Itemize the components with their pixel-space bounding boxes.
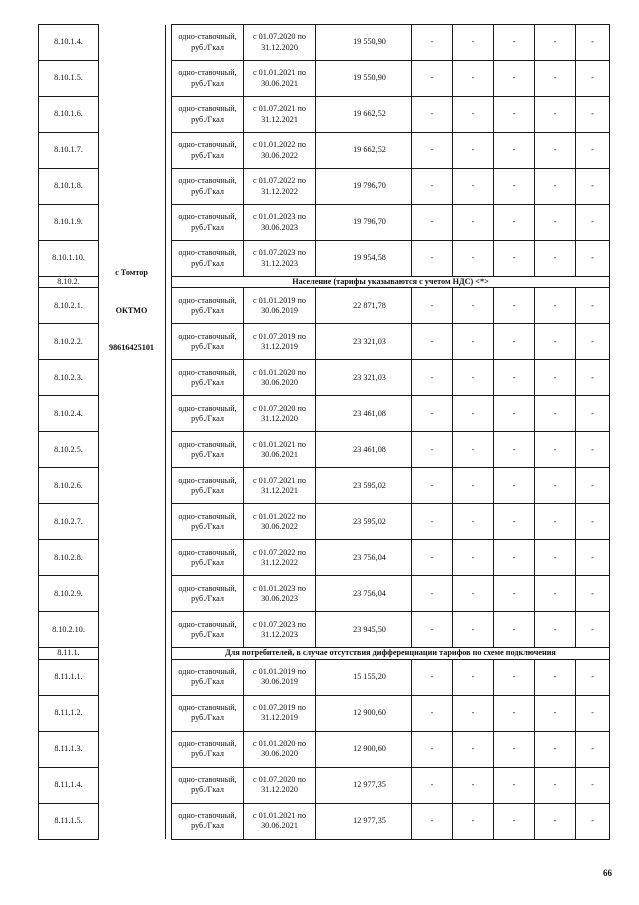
empty-cell: - xyxy=(494,504,535,540)
empty-cell: - xyxy=(412,468,453,504)
empty-cell: - xyxy=(576,25,610,61)
row-number: 8.10.2.3. xyxy=(39,360,99,396)
side-spacer xyxy=(99,432,166,468)
table-row xyxy=(39,432,610,468)
empty-cell: - xyxy=(494,540,535,576)
empty-cell: - xyxy=(494,205,535,241)
empty-cell: - xyxy=(576,803,610,839)
tariff-value: 12 977,35 xyxy=(316,767,412,803)
section-title: Для потребителей, в случае отсутствия дифференциации тарифов по схеме подключения xyxy=(172,648,610,659)
empty-cell: - xyxy=(494,169,535,205)
empty-cell: - xyxy=(576,396,610,432)
table-row xyxy=(39,576,610,612)
tariff-period: с 01.07.2020 по 31.12.2020 xyxy=(244,396,316,432)
tariff-value: 19 796,70 xyxy=(316,169,412,205)
empty-cell: - xyxy=(453,25,494,61)
empty-cell: - xyxy=(494,468,535,504)
section-number: 8.11.1. xyxy=(39,648,99,659)
tariff-type: одно-ставочный, руб./Гкал xyxy=(172,612,244,648)
table-row xyxy=(39,659,610,695)
tariff-period: с 01.07.2022 по 31.12.2022 xyxy=(244,169,316,205)
tariff-type: одно-ставочный, руб./Гкал xyxy=(172,97,244,133)
empty-cell: - xyxy=(535,731,576,767)
side-spacer xyxy=(99,277,166,288)
empty-cell: - xyxy=(535,803,576,839)
tariff-value: 19 662,52 xyxy=(316,97,412,133)
row-number: 8.11.1.1. xyxy=(39,659,99,695)
tariff-period: с 01.07.2023 по 31.12.2023 xyxy=(244,241,316,277)
tariff-value: 12 900,60 xyxy=(316,695,412,731)
side-spacer xyxy=(99,648,166,659)
tariff-value: 23 321,03 xyxy=(316,324,412,360)
empty-cell: - xyxy=(535,169,576,205)
tariff-value: 23 945,50 xyxy=(316,612,412,648)
tariff-type: одно-ставочный, руб./Гкал xyxy=(172,540,244,576)
empty-cell: - xyxy=(412,803,453,839)
side-spacer xyxy=(99,540,166,576)
side-spacer xyxy=(99,169,166,205)
empty-cell: - xyxy=(494,396,535,432)
row-number: 8.10.1.7. xyxy=(39,133,99,169)
tariff-value: 23 595,02 xyxy=(316,468,412,504)
empty-cell: - xyxy=(535,767,576,803)
tariff-value: 23 756,04 xyxy=(316,540,412,576)
tariff-type: одно-ставочный, руб./Гкал xyxy=(172,396,244,432)
tariff-value: 12 900,60 xyxy=(316,731,412,767)
side-spacer xyxy=(99,360,166,396)
side-spacer xyxy=(99,25,166,61)
row-number: 8.11.1.5. xyxy=(39,803,99,839)
empty-cell: - xyxy=(453,612,494,648)
empty-cell: - xyxy=(412,731,453,767)
tariff-period: с 01.01.2021 по 30.06.2021 xyxy=(244,61,316,97)
empty-cell: - xyxy=(412,97,453,133)
tariff-period: с 01.01.2021 по 30.06.2021 xyxy=(244,803,316,839)
empty-cell: - xyxy=(535,61,576,97)
tariff-period: с 01.07.2021 по 31.12.2021 xyxy=(244,97,316,133)
empty-cell: - xyxy=(576,432,610,468)
tariff-type: одно-ставочный, руб./Гкал xyxy=(172,241,244,277)
empty-cell: - xyxy=(494,803,535,839)
table-row xyxy=(39,205,610,241)
empty-cell: - xyxy=(535,241,576,277)
side-spacer xyxy=(99,205,166,241)
empty-cell: - xyxy=(453,169,494,205)
empty-cell: - xyxy=(412,324,453,360)
tariff-period: с 01.01.2022 по 30.06.2022 xyxy=(244,504,316,540)
row-number: 8.10.1.5. xyxy=(39,61,99,97)
tariff-value: 23 595,02 xyxy=(316,504,412,540)
empty-cell: - xyxy=(494,432,535,468)
tariff-type: одно-ставочный, руб./Гкал xyxy=(172,659,244,695)
empty-cell: - xyxy=(535,468,576,504)
empty-cell: - xyxy=(535,288,576,324)
table-row xyxy=(39,169,610,205)
side-spacer xyxy=(99,731,166,767)
tariff-period: с 01.01.2019 по 30.06.2019 xyxy=(244,659,316,695)
empty-cell: - xyxy=(576,288,610,324)
empty-cell: - xyxy=(535,659,576,695)
empty-cell: - xyxy=(453,803,494,839)
empty-cell: - xyxy=(453,133,494,169)
side-spacer xyxy=(99,803,166,839)
empty-cell: - xyxy=(412,241,453,277)
row-number: 8.10.2.5. xyxy=(39,432,99,468)
empty-cell: - xyxy=(535,612,576,648)
table-row xyxy=(39,324,610,360)
side-spacer xyxy=(99,695,166,731)
empty-cell: - xyxy=(494,133,535,169)
tariff-period: с 01.07.2020 по 31.12.2020 xyxy=(244,25,316,61)
empty-cell: - xyxy=(453,432,494,468)
tariff-period: с 01.07.2023 по 31.12.2023 xyxy=(244,612,316,648)
empty-cell: - xyxy=(453,767,494,803)
tariff-period: с 01.01.2019 по 30.06.2019 xyxy=(244,288,316,324)
empty-cell: - xyxy=(576,133,610,169)
empty-cell: - xyxy=(453,731,494,767)
empty-cell: - xyxy=(494,97,535,133)
empty-cell: - xyxy=(453,468,494,504)
tariff-type: одно-ставочный, руб./Гкал xyxy=(172,324,244,360)
row-number: 8.11.1.4. xyxy=(39,767,99,803)
row-number: 8.10.2.9. xyxy=(39,576,99,612)
side-spacer xyxy=(99,97,166,133)
tariff-period: с 01.01.2023 по 30.06.2023 xyxy=(244,205,316,241)
row-number: 8.10.2.6. xyxy=(39,468,99,504)
empty-cell: - xyxy=(576,324,610,360)
tariff-value: 23 461,08 xyxy=(316,432,412,468)
empty-cell: - xyxy=(453,205,494,241)
side-spacer xyxy=(99,504,166,540)
tariff-value: 19 796,70 xyxy=(316,205,412,241)
tariff-type: одно-ставочный, руб./Гкал xyxy=(172,576,244,612)
empty-cell: - xyxy=(494,25,535,61)
table-row xyxy=(39,396,610,432)
row-number: 8.10.2.10. xyxy=(39,612,99,648)
side-spacer xyxy=(99,396,166,432)
tariff-type: одно-ставочный, руб./Гкал xyxy=(172,767,244,803)
empty-cell: - xyxy=(535,695,576,731)
tariff-period: с 01.07.2019 по 31.12.2019 xyxy=(244,695,316,731)
empty-cell: - xyxy=(576,659,610,695)
empty-cell: - xyxy=(535,25,576,61)
table-row xyxy=(39,25,610,61)
empty-cell: - xyxy=(535,97,576,133)
locality-label: с Томтор xyxy=(115,268,148,277)
empty-cell: - xyxy=(453,540,494,576)
row-number: 8.10.2.8. xyxy=(39,540,99,576)
empty-cell: - xyxy=(576,695,610,731)
empty-cell: - xyxy=(494,659,535,695)
tariff-value: 22 871,78 xyxy=(316,288,412,324)
empty-cell: - xyxy=(576,540,610,576)
tariff-type: одно-ставочный, руб./Гкал xyxy=(172,360,244,396)
table-row xyxy=(39,504,610,540)
tariff-value: 23 321,03 xyxy=(316,360,412,396)
empty-cell: - xyxy=(494,612,535,648)
empty-cell: - xyxy=(494,576,535,612)
empty-cell: - xyxy=(453,241,494,277)
table-row xyxy=(39,133,610,169)
tariff-value: 19 550,90 xyxy=(316,61,412,97)
row-number: 8.10.1.6. xyxy=(39,97,99,133)
empty-cell: - xyxy=(535,504,576,540)
empty-cell: - xyxy=(453,288,494,324)
section-row xyxy=(39,648,610,659)
empty-cell: - xyxy=(412,659,453,695)
table-row xyxy=(39,540,610,576)
section-number: 8.10.2. xyxy=(39,277,99,288)
tariff-type: одно-ставочный, руб./Гкал xyxy=(172,169,244,205)
tariff-value: 19 550,90 xyxy=(316,25,412,61)
empty-cell: - xyxy=(453,576,494,612)
table-row xyxy=(39,468,610,504)
empty-cell: - xyxy=(535,576,576,612)
tariff-value: 19 954,58 xyxy=(316,241,412,277)
empty-cell: - xyxy=(576,360,610,396)
side-spacer xyxy=(99,576,166,612)
table-row xyxy=(39,360,610,396)
empty-cell: - xyxy=(412,576,453,612)
row-number: 8.10.1.10. xyxy=(39,241,99,277)
section-title: Население (тарифы указываются с учетом НДС) <*> xyxy=(172,277,610,288)
empty-cell: - xyxy=(412,360,453,396)
empty-cell: - xyxy=(576,468,610,504)
empty-cell: - xyxy=(576,731,610,767)
tariff-table xyxy=(38,24,610,840)
empty-cell: - xyxy=(412,25,453,61)
tariff-type: одно-ставочный, руб./Гкал xyxy=(172,803,244,839)
tariff-period: с 01.07.2021 по 31.12.2021 xyxy=(244,468,316,504)
empty-cell: - xyxy=(453,97,494,133)
row-number: 8.11.1.2. xyxy=(39,695,99,731)
side-spacer xyxy=(99,612,166,648)
empty-cell: - xyxy=(535,360,576,396)
row-number: 8.10.2.4. xyxy=(39,396,99,432)
tariff-period: с 01.01.2022 по 30.06.2022 xyxy=(244,133,316,169)
tariff-period: с 01.01.2020 по 30.06.2020 xyxy=(244,360,316,396)
side-spacer xyxy=(99,468,166,504)
empty-cell: - xyxy=(576,504,610,540)
empty-cell: - xyxy=(412,432,453,468)
empty-cell: - xyxy=(412,612,453,648)
tariff-value: 15 155,20 xyxy=(316,659,412,695)
empty-cell: - xyxy=(453,61,494,97)
empty-cell: - xyxy=(494,241,535,277)
empty-cell: - xyxy=(494,61,535,97)
empty-cell: - xyxy=(412,133,453,169)
empty-cell: - xyxy=(412,767,453,803)
tariff-type: одно-ставочный, руб./Гкал xyxy=(172,61,244,97)
tariff-period: с 01.07.2022 по 31.12.2022 xyxy=(244,540,316,576)
table-row xyxy=(39,695,610,731)
oktmo-code: 98616425101 xyxy=(108,343,155,352)
tariff-type: одно-ставочный, руб./Гкал xyxy=(172,731,244,767)
tariff-value: 12 977,35 xyxy=(316,803,412,839)
empty-cell: - xyxy=(576,205,610,241)
empty-cell: - xyxy=(412,504,453,540)
tariff-period: с 01.01.2023 по 30.06.2023 xyxy=(244,576,316,612)
table-row xyxy=(39,803,610,839)
empty-cell: - xyxy=(412,288,453,324)
tariff-value: 23 461,08 xyxy=(316,396,412,432)
empty-cell: - xyxy=(494,767,535,803)
tariff-type: одно-ставочный, руб./Гкал xyxy=(172,695,244,731)
row-number: 8.10.2.7. xyxy=(39,504,99,540)
tariff-type: одно-ставочный, руб./Гкал xyxy=(172,288,244,324)
side-spacer xyxy=(99,659,166,695)
empty-cell: - xyxy=(453,659,494,695)
empty-cell: - xyxy=(576,767,610,803)
empty-cell: - xyxy=(494,360,535,396)
row-number: 8.10.2.1. xyxy=(39,288,99,324)
empty-cell: - xyxy=(576,61,610,97)
empty-cell: - xyxy=(494,288,535,324)
empty-cell: - xyxy=(412,169,453,205)
empty-cell: - xyxy=(494,324,535,360)
tariff-type: одно-ставочный, руб./Гкал xyxy=(172,432,244,468)
tariff-period: с 01.01.2020 по 30.06.2020 xyxy=(244,731,316,767)
empty-cell: - xyxy=(412,205,453,241)
empty-cell: - xyxy=(412,540,453,576)
empty-cell: - xyxy=(576,97,610,133)
tariff-type: одно-ставочный, руб./Гкал xyxy=(172,25,244,61)
tariff-period: с 01.07.2019 по 31.12.2019 xyxy=(244,324,316,360)
side-spacer xyxy=(99,133,166,169)
empty-cell: - xyxy=(535,540,576,576)
row-number: 8.10.1.8. xyxy=(39,169,99,205)
empty-cell: - xyxy=(535,324,576,360)
row-number: 8.10.1.4. xyxy=(39,25,99,61)
empty-cell: - xyxy=(453,360,494,396)
empty-cell: - xyxy=(412,396,453,432)
empty-cell: - xyxy=(576,169,610,205)
empty-cell: - xyxy=(535,396,576,432)
tariff-type: одно-ставочный, руб./Гкал xyxy=(172,504,244,540)
side-spacer xyxy=(99,767,166,803)
oktmo-label: ОКТМО xyxy=(115,306,148,315)
empty-cell: - xyxy=(412,61,453,97)
empty-cell: - xyxy=(535,432,576,468)
empty-cell: - xyxy=(535,205,576,241)
table-row xyxy=(39,97,610,133)
tariff-type: одно-ставочный, руб./Гкал xyxy=(172,133,244,169)
empty-cell: - xyxy=(412,695,453,731)
side-spacer xyxy=(99,61,166,97)
row-number: 8.10.2.2. xyxy=(39,324,99,360)
empty-cell: - xyxy=(535,133,576,169)
page-number: 66 xyxy=(603,868,612,878)
side-spacer xyxy=(99,324,166,360)
empty-cell: - xyxy=(576,576,610,612)
table-row xyxy=(39,731,610,767)
empty-cell: - xyxy=(453,324,494,360)
tariff-period: с 01.07.2020 по 31.12.2020 xyxy=(244,767,316,803)
empty-cell: - xyxy=(494,731,535,767)
tariff-value: 19 662,52 xyxy=(316,133,412,169)
empty-cell: - xyxy=(576,612,610,648)
section-row xyxy=(39,277,610,288)
table-row xyxy=(39,767,610,803)
empty-cell: - xyxy=(494,695,535,731)
row-number: 8.11.1.3. xyxy=(39,731,99,767)
empty-cell: - xyxy=(453,695,494,731)
table-row xyxy=(39,61,610,97)
tariff-type: одно-ставочный, руб./Гкал xyxy=(172,205,244,241)
empty-cell: - xyxy=(453,504,494,540)
tariff-period: с 01.01.2021 по 30.06.2021 xyxy=(244,432,316,468)
empty-cell: - xyxy=(576,241,610,277)
empty-cell: - xyxy=(453,396,494,432)
table-row xyxy=(39,612,610,648)
row-number: 8.10.1.9. xyxy=(39,205,99,241)
tariff-value: 23 756,04 xyxy=(316,576,412,612)
tariff-type: одно-ставочный, руб./Гкал xyxy=(172,468,244,504)
